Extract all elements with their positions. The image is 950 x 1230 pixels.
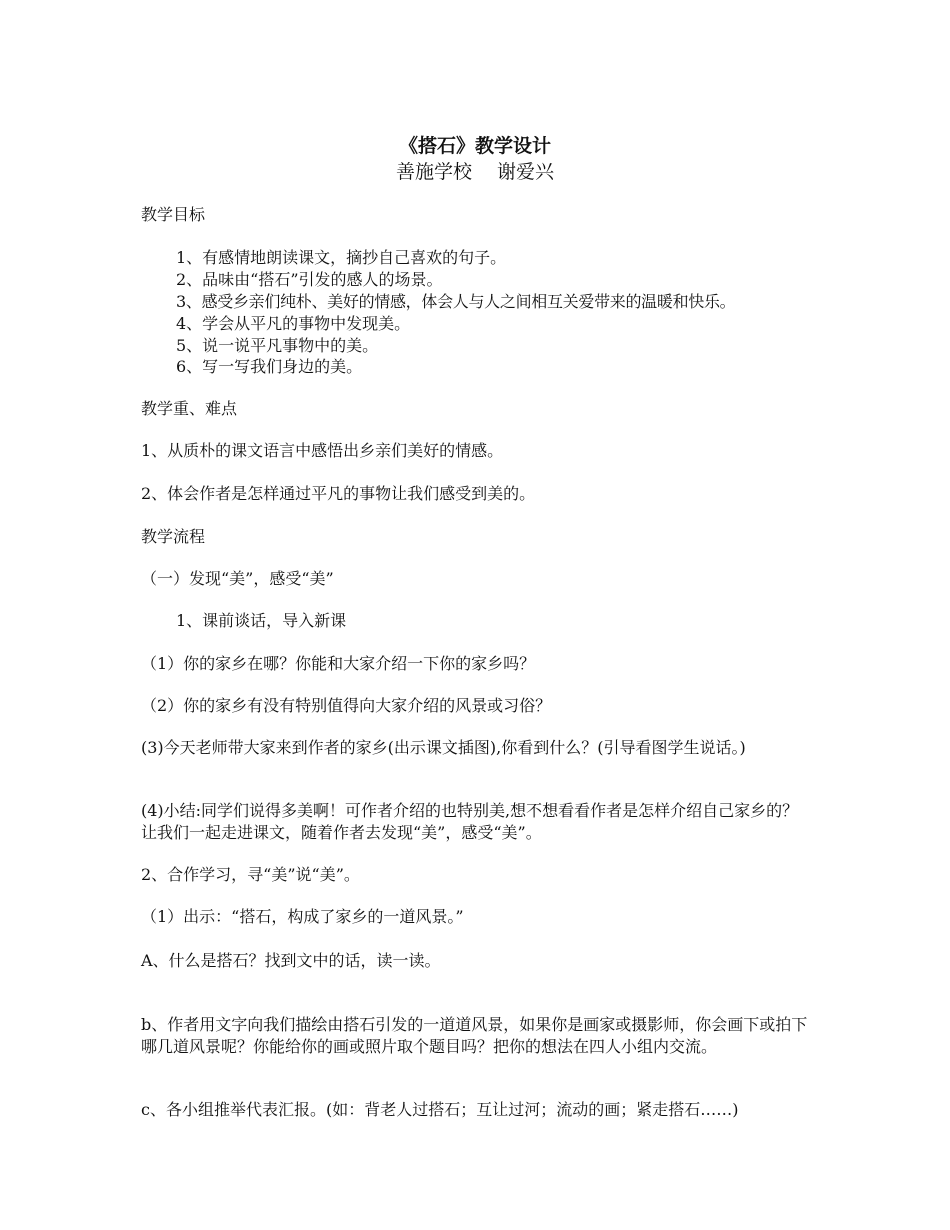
question-4: (4)小结:同学们说得多美啊！可作者介绍的也特别美,想不想看看作者是怎样介绍自己家乡的？让我们一起走进课文，随着作者去发现“美”，感受“美”。 xyxy=(141,801,799,842)
goal-item-3: 3、感受乡亲们纯朴、美好的情感，体会人与人之间相互关爱带来的温暖和快乐。 xyxy=(176,292,736,311)
goal-item-6: 6、写一写我们身边的美。 xyxy=(176,357,363,376)
goals-heading: 教学目标 xyxy=(141,205,206,224)
process-heading: 教学流程 xyxy=(141,527,206,546)
goal-item-5: 5、说一说平凡事物中的美。 xyxy=(176,336,379,355)
step-1: 1、课前谈话，导入新课 xyxy=(176,611,347,630)
item-c: c、各小组推举代表汇报。(如：背老人过搭石；互让过河；流动的画；紧走搭石……) xyxy=(141,1100,739,1119)
question-2: （2）你的家乡有没有特别值得向大家介绍的风景或习俗？ xyxy=(141,696,552,715)
show-1: （1）出示：“搭石，构成了家乡的一道风景。” xyxy=(141,907,464,926)
goal-item-1: 1、有感情地朗读课文，摘抄自己喜欢的句子。 xyxy=(176,248,507,267)
focus-heading: 教学重、难点 xyxy=(141,399,238,418)
item-b: b、作者用文字向我们描绘由搭石引发的一道道风景，如果你是画家或摄影师，你会画下或拍下哪几道风景呢？你能给你的画或照片取个题目吗？把你的想法在四人小组内交流。 xyxy=(141,1015,808,1056)
author-line: 善施学校 谢爱兴 xyxy=(395,161,555,183)
goal-item-2: 2、品味由“搭石”引发的感人的场景。 xyxy=(176,270,443,289)
question-3: (3)今天老师带大家来到作者的家乡(出示课文插图),你看到什么？(引导看图学生说话。) xyxy=(141,738,746,757)
goal-item-4: 4、学会从平凡的事物中发现美。 xyxy=(176,314,411,333)
item-a: A、什么是搭石？找到文中的话，读一读。 xyxy=(141,951,441,970)
question-1: （1）你的家乡在哪？你能和大家介绍一下你的家乡吗？ xyxy=(141,654,536,673)
focus-item-2: 2、体会作者是怎样通过平凡的事物让我们感受到美的。 xyxy=(141,484,536,503)
focus-item-1: 1、从质朴的课文语言中感悟出乡亲们美好的情感。 xyxy=(141,441,504,460)
step-2: 2、合作学习，寻“美”说“美”。 xyxy=(141,865,360,884)
section-heading-1: （一）发现“美”，感受“美” xyxy=(141,569,334,588)
document-title: 《搭石》教学设计 xyxy=(398,135,551,157)
